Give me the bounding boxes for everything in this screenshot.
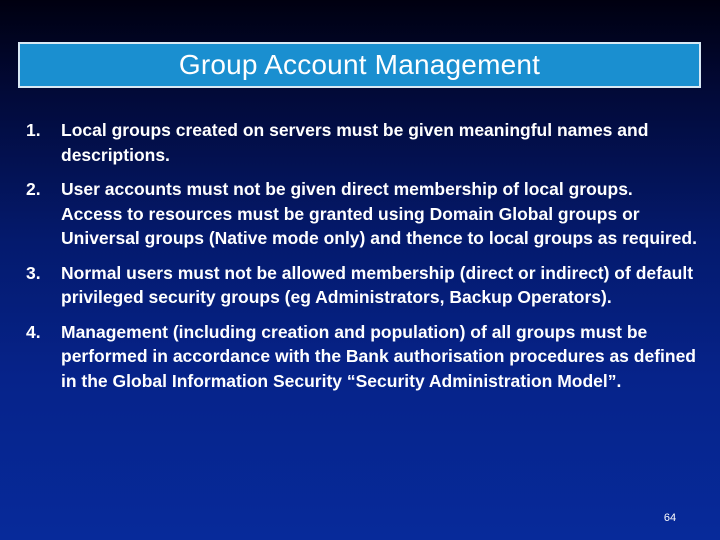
list-item-text: Local groups created on servers must be given meaningful names and descriptions. bbox=[61, 120, 649, 165]
list-item-number: 4. bbox=[26, 321, 41, 342]
list-item bbox=[26, 320, 698, 394]
list-item-number: 2. bbox=[26, 179, 41, 199]
list-item bbox=[26, 118, 698, 167]
list-item-text: Normal users must not be allowed membership (direct or indirect) of default privileged security groups (eg Administrators, Backup Operators). bbox=[61, 262, 694, 307]
list-item bbox=[26, 177, 698, 251]
numbered-list bbox=[26, 118, 698, 403]
list-item-number: 3. bbox=[26, 262, 41, 283]
list-item-text: Management (including creation and population) of all groups must be performed in accordance with the Bank authorisation procedures as defined in the Global Information Security “Security Administration Model”. bbox=[61, 321, 696, 391]
list-item bbox=[26, 261, 698, 310]
list-item-number: 1. bbox=[26, 120, 41, 140]
slide-title: Group Account Management bbox=[178, 49, 541, 80]
page-number: 64 bbox=[663, 512, 677, 524]
list-item-text: User accounts must not be given direct membership of local groups. Access to resources must be granted using Domain Global groups or Universal groups (Native mode only) and thence to local groups as required. bbox=[61, 179, 697, 248]
title-box bbox=[18, 42, 701, 88]
